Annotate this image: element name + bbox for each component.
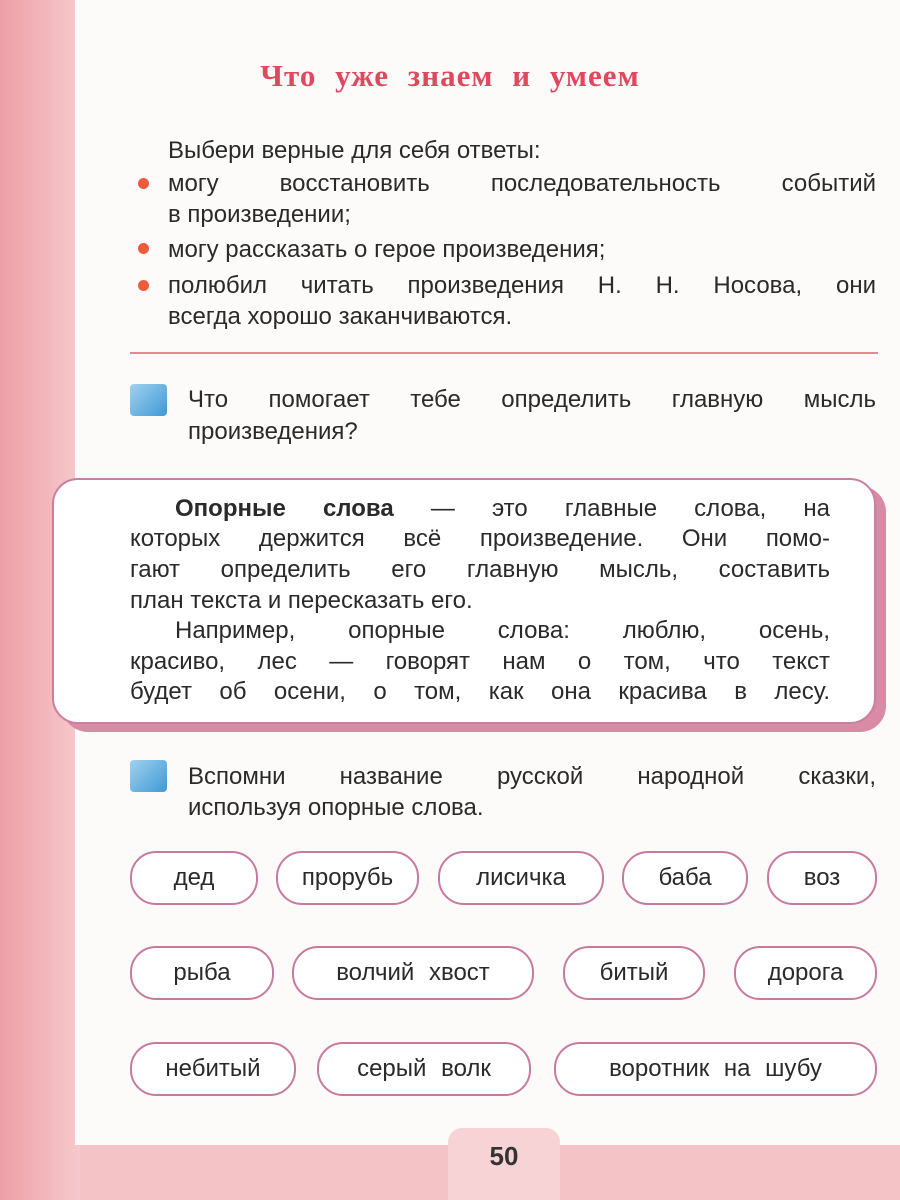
word-chip: серый волк: [317, 1042, 531, 1096]
definition-line-1-rest: — это главные слова, на: [430, 495, 831, 522]
word-chip: битый: [563, 946, 705, 1000]
page-number: 50: [448, 1128, 560, 1200]
definition-term: Опорные слова: [175, 495, 394, 522]
definition-line-3: гают определить его главную мысль, составить: [130, 556, 830, 583]
bullet-icon: [138, 243, 149, 254]
definition-line-6: красиво, лес — говорят нам о том, что текст: [130, 648, 830, 675]
task1-line-2: произведения?: [188, 418, 358, 445]
task2-line-1: Вспомни название русской народной сказки,: [188, 763, 876, 790]
word-chip: небитый: [130, 1042, 296, 1096]
definition-line-2: которых держится всё произведение. Они помо-: [130, 525, 830, 552]
word-chip: дед: [130, 851, 258, 905]
word-chip: воз: [767, 851, 877, 905]
section-divider: [130, 352, 878, 354]
self-check-item-1-line-2: в произведении;: [168, 201, 351, 228]
definition-line-5: Например, опорные слова: люблю, осень,: [175, 617, 830, 644]
word-chip: воротник на шубу: [554, 1042, 877, 1096]
task-marker-icon: [130, 384, 167, 416]
self-check-item-1-line-1: могу восстановить последовательность событий: [168, 170, 876, 197]
word-chip: прорубь: [276, 851, 419, 905]
task-marker-icon: [130, 760, 167, 792]
self-check-intro: Выбери верные для себя ответы:: [168, 137, 541, 164]
word-chip: рыба: [130, 946, 274, 1000]
self-check-item-3-line-2: всегда хорошо заканчиваются.: [168, 303, 513, 330]
word-chip: баба: [622, 851, 748, 905]
bullet-icon: [138, 178, 149, 189]
page-title: Что уже знаем и умеем: [260, 58, 640, 93]
definition-line-1: [175, 495, 830, 523]
task1-line-1: Что помогает тебе определить главную мысль: [188, 386, 876, 413]
word-chip: лисичка: [438, 851, 604, 905]
word-chip: волчий хвост: [292, 946, 534, 1000]
self-check-item-2: могу рассказать о герое произведения;: [168, 236, 606, 263]
definition-line-4: план текста и пересказать его.: [130, 587, 473, 614]
task2-line-2: используя опорные слова.: [188, 794, 484, 821]
word-chip: дорога: [734, 946, 877, 1000]
bullet-icon: [138, 280, 149, 291]
self-check-item-3-line-1: полюбил читать произведения Н. Н. Носова, они: [168, 272, 876, 299]
definition-line-7: будет об осени, о том, как она красива в лесу.: [130, 678, 830, 705]
